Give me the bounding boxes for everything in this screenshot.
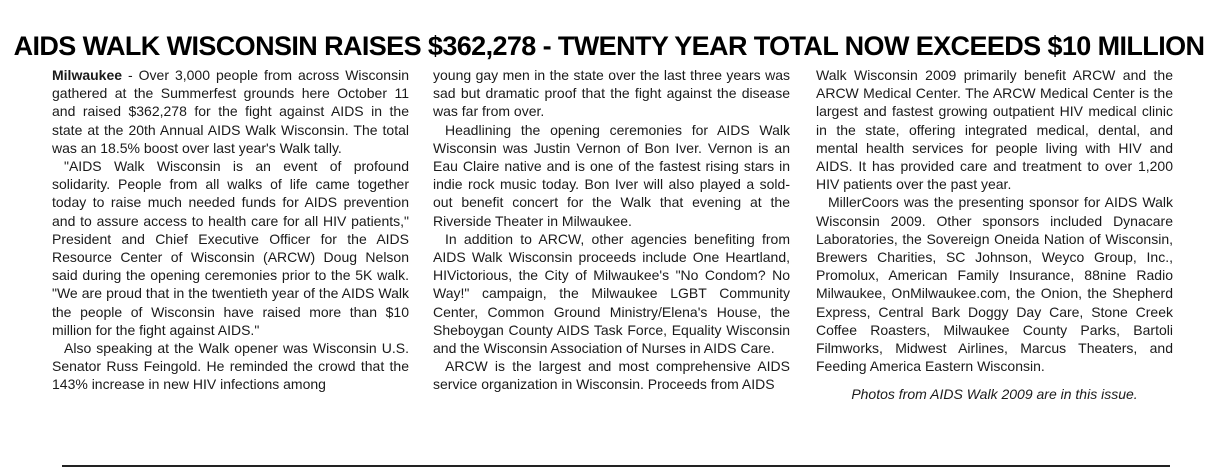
- paragraph-text: - Over 3,000 people from across Wisconsin gathered at the Summerfest grounds here October 11 and raised $362,278 for the fight against AIDS in the state at the 20th Annual AIDS Walk Wisconsin. The total was an 18.5% boost over last year's Walk tally.: [52, 67, 409, 156]
- paragraph: [52, 66, 409, 157]
- article-body: [0, 66, 1218, 466]
- paragraph: Walk Wisconsin 2009 primarily benefit ARCW and the ARCW Medical Center. The ARCW Medical Center is the largest and fastest growing outpatient HIV medical clinic in the state, offering integrated medical, dental, and mental health services for people living with HIV and AIDS. It has provided care and treatment to over 1,200 HIV patients over the past year.: [816, 67, 1173, 193]
- paragraph: MillerCoors was the presenting sponsor for AIDS Walk Wisconsin 2009. Other sponsors included Dynacare Laboratories, the Sovereign Oneida Nation of Wisconsin, Brewers Charities, SC Johnson, Weyco Group, Inc., Promolux, American Family Insurance, 88nine Radio Milwaukee, OnMilwaukee.com, the Onion, the Shepherd Express, Central Bark Doggy Day Care, Stone Creek Coffee Roasters, Milwaukee County Parks, Bartoli Filmworks, Midwest Airlines, Marcus Theaters, and Feeding America Eastern Wisconsin.: [816, 194, 1173, 375]
- photo-caption: Photos from AIDS Walk 2009 are in this issue.: [851, 386, 1138, 403]
- paragraph: young gay men in the state over the last three years was sad but dramatic proof that the fight against the disease was far from over.: [433, 67, 790, 120]
- paragraph: "AIDS Walk Wisconsin is an event of profound solidarity. People from all walks of life came together today to raise much needed funds for AIDS prevention and to assure access to health care for all HIV patients," President and Chief Executive Officer for the AIDS Resource Center of Wisconsin (ARCW) Doug Nelson said during the opening ceremonies prior to the 5K walk. "We are proud that in the twentieth year of the AIDS Walk the people of Wisconsin have raised more than $10 million for the fight against AIDS.": [52, 158, 409, 338]
- paragraph: Headlining the opening ceremonies for AIDS Walk Wisconsin was Justin Vernon of Bon Iver. Vernon is an Eau Claire native and is one of the fastest rising stars in indie rock music today. Bon Iver will also played a sold-out benefit concert for the Walk that evening at the Riverside Theater in Milwaukee.: [433, 121, 790, 229]
- paragraph: Also speaking at the Walk opener was Wisconsin U.S. Senator Russ Feingold. He reminded the crowd that the 143% increase in new HIV infections among: [52, 340, 409, 393]
- bottom-rule: [62, 465, 1170, 467]
- column-1: [52, 66, 409, 394]
- paragraph: In addition to ARCW, other agencies benefiting from AIDS Walk Wisconsin proceeds include One Heartland, HIVictorious, the City of Milwaukee's "No Condom? No Way!" campaign, the Milwaukee LGBT Community Center, Common Ground Ministry/Elena's House, the Sheboygan County AIDS Task Force, Equality Wisconsin and the Wisconsin Association of Nurses in AIDS Care.: [433, 230, 790, 357]
- column-3: [816, 66, 1173, 404]
- column-2: [433, 66, 790, 394]
- dateline: Milwaukee: [52, 67, 123, 83]
- paragraph: ARCW is the largest and most comprehensive AIDS service organization in Wisconsin. Proceeds from AIDS: [433, 358, 790, 393]
- headline: AIDS WALK WISCONSIN RAISES $362,278 - TWENTY YEAR TOTAL NOW EXCEEDS $10 MILLION: [13, 31, 1205, 61]
